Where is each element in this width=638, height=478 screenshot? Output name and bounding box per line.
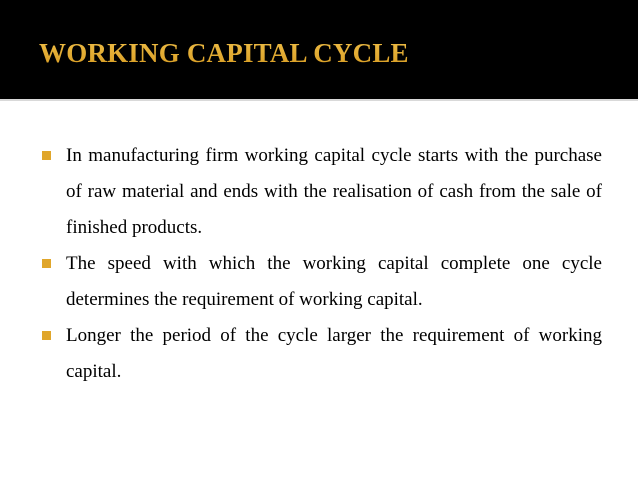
bullet-item — [40, 318, 602, 390]
bullet-text: In manufacturing firm working capital cycle starts with the purchase of raw material and ends with the realisation of cash from the sale of finished products. — [66, 145, 602, 238]
title-bar — [0, 0, 638, 101]
bullet-text: The speed with which the working capital complete one cycle determines the requirement of working capital. — [66, 253, 602, 310]
slide-title: WORKING CAPITAL CYCLE — [39, 38, 409, 68]
square-bullet-icon — [42, 259, 51, 268]
bullet-item — [40, 246, 602, 318]
square-bullet-icon — [42, 331, 51, 340]
bullet-text: Longer the period of the cycle larger the requirement of working capital. — [66, 325, 602, 382]
bullet-item — [40, 138, 602, 246]
bullet-list — [40, 138, 602, 390]
square-bullet-icon — [42, 151, 51, 160]
